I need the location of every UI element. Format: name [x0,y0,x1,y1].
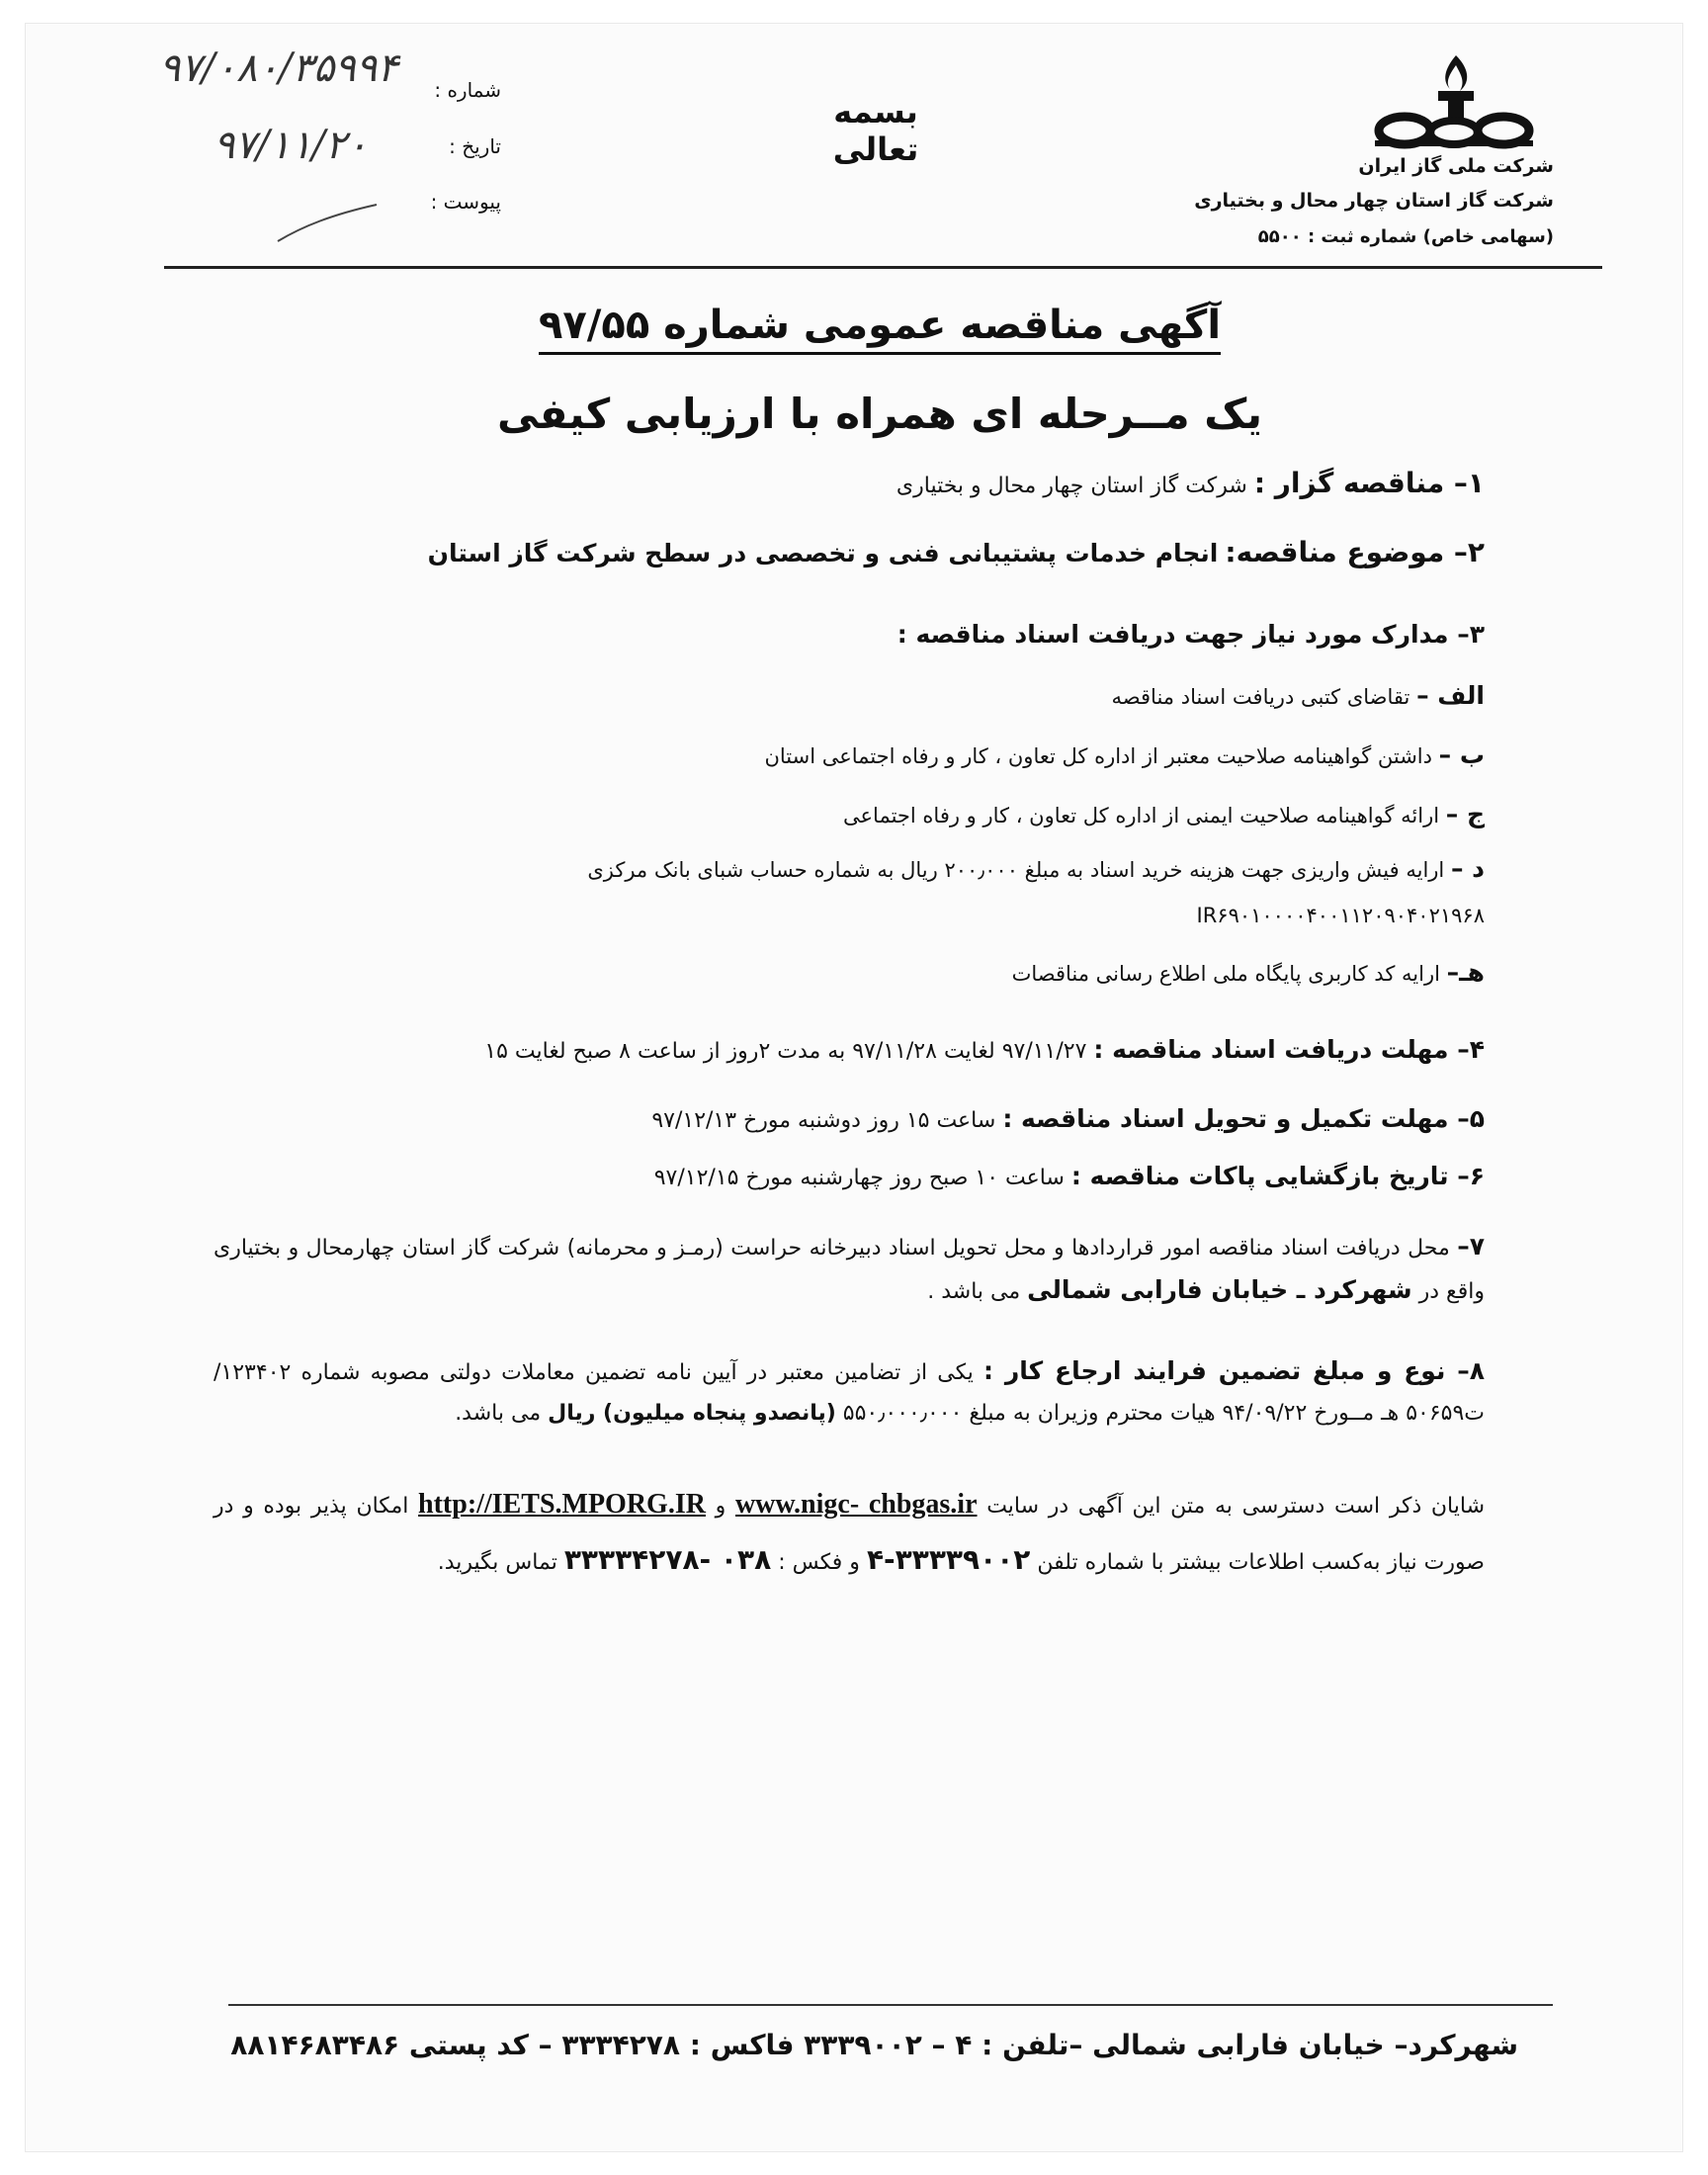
basmala: بسمه تعالی [832,93,919,168]
date-value: ۹۷/۱۱/۲۰ [214,123,368,168]
date-label: تاریخ : [449,134,501,158]
item-8: ۸– نوع و مبلغ تضمین فرایند ارجاع کار : یکی از تضامین معتبر در آیین نامه تضمین معاملات دولتی مصوبه شماره ۱۲۳۴۰۲/ت۵۰۶۵۹ هـ مــورخ ۹۴/۰۹/۲۲ هیات محترم وزیران به مبلغ ۵۵۰٫۰۰۰٫۰۰۰ (پانصدو پنجاه میلیون) ریال می باشد. [214,1356,1485,1427]
fax-number: ۰۳۸ -۳۳۳۳۴۲۷۸ [563,1543,772,1576]
item-7: ۷– محل دریافت اسناد مناقصه امور قراردادها و محل تحویل اسناد دبیرخانه حراست (رمـز و محرمانه) شرکت گاز استان چهارمحال و بختیاری واقع در شهرکرد ـ خیابان فارابی شمالی می باشد . [214,1232,1485,1304]
attachment-label: پیوست : [430,190,501,214]
item-4: ۴– مهلت دریافت اسناد مناقصه : ۹۷/۱۱/۲۷ لغایت ۹۷/۱۱/۲۸ به مدت ۲روز از ساعت ۸ صبح لغایت ۱۵ [484,1035,1485,1064]
item-3-e: هـ– ارایه کد کاربری پایگاه ملی اطلاع رسانی مناقصات [1011,958,1485,987]
number-value: ۹۷/۰۸۰/۳۵۹۹۴ [159,45,398,91]
company-registration: (سهامی خاص) شماره ثبت : ۵۵۰۰ [1257,226,1554,247]
site-link-nigc[interactable]: www.nigc- chbgas.ir [734,1489,978,1520]
company-name-provincial: شرکت گاز استان چهار محال و بختیاری [1194,190,1554,212]
item-1: ۱– مناقصه گزار : شرکت گاز استان چهار محال و بختیاری [896,467,1485,499]
footer-divider [228,2004,1553,2006]
item-3-a: الف – تقاضای کتبی دریافت اسناد مناقصه [1111,681,1485,710]
number-label: شماره : [434,78,501,102]
notice-title: آگهی مناقصه عمومی شماره ۹۷/۵۵ [223,303,1536,348]
item-3-c: ج – ارائه گواهینامه صلاحیت ایمنی از اداره کل تعاون ، کار و رفاه اجتماعی [843,800,1485,828]
item-3-d: د – ارایه فیش واریزی جهت هزینه خرید اسناد به مبلغ ۲۰۰٫۰۰۰ ریال به شماره حساب شبای بانک مرکزی [587,854,1485,883]
iban-number: IR۶۹۰۱۰۰۰۰۴۰۰۱۱۲۰۹۰۴۰۲۱۹۶۸ [1196,904,1485,927]
phone-number: ۳۳۳۳۹۰۰۲-۴ [866,1543,1031,1576]
footer-address: شهرکرد– خیابان فارابی شمالی –تلفن : ۴ – ۳۳۳۹۰۰۲ فاکس : ۳۳۳۴۲۷۸ – کد پستی ۸۸۱۴۶۸۳۴۸۶ [230,2029,1518,2061]
document-page [26,24,1682,2151]
handwritten-stroke-icon [273,197,382,246]
item-6: ۶– تاریخ بازگشایی پاکات مناقصه : ساعت ۱۰ صبح روز چهارشنبه مورخ ۹۷/۱۲/۱۵ [653,1162,1485,1190]
item-2: ۲– موضوع مناقصه: انجام خدمات پشتیبانی فنی و تخصصی در سطح شرکت گاز استان [427,536,1485,568]
item-3: ۳– مدارک مورد نیاز جهت دریافت اسناد مناقصه : [897,620,1485,649]
item-3-b: ب – داشتن گواهینامه صلاحیت معتبر از اداره کل تعاون ، کار و رفاه اجتماعی استان [764,740,1485,769]
nigc-logo-icon [1365,51,1543,155]
header-divider [164,266,1602,269]
contact-paragraph: شایان ذکر است دسترسی به متن این آگهی در سایت www.nigc- chbgas.ir و http://IETS.MPORG.IR امکان پذیر بوده و در صورت نیاز به‌کسب اطلاعات بیشتر با شماره تلفن ۳۳۳۳۹۰۰۲-۴ و فکس : ۰۳۸ -۳۳۳۳۴۲۷۸ تماس بگیرید. [214,1489,1486,1576]
item-5: ۵– مهلت تکمیل و تحویل اسناد مناقصه : ساعت ۱۵ روز دوشنبه مورخ ۹۷/۱۲/۱۳ [651,1104,1485,1133]
notice-subtitle: یک مــرحله ای همراه با ارزیابی کیفی [496,390,1263,438]
company-name-national: شرکت ملی گاز ایران [1358,155,1554,177]
site-link-iets[interactable]: http://IETS.MPORG.IR [418,1489,706,1520]
